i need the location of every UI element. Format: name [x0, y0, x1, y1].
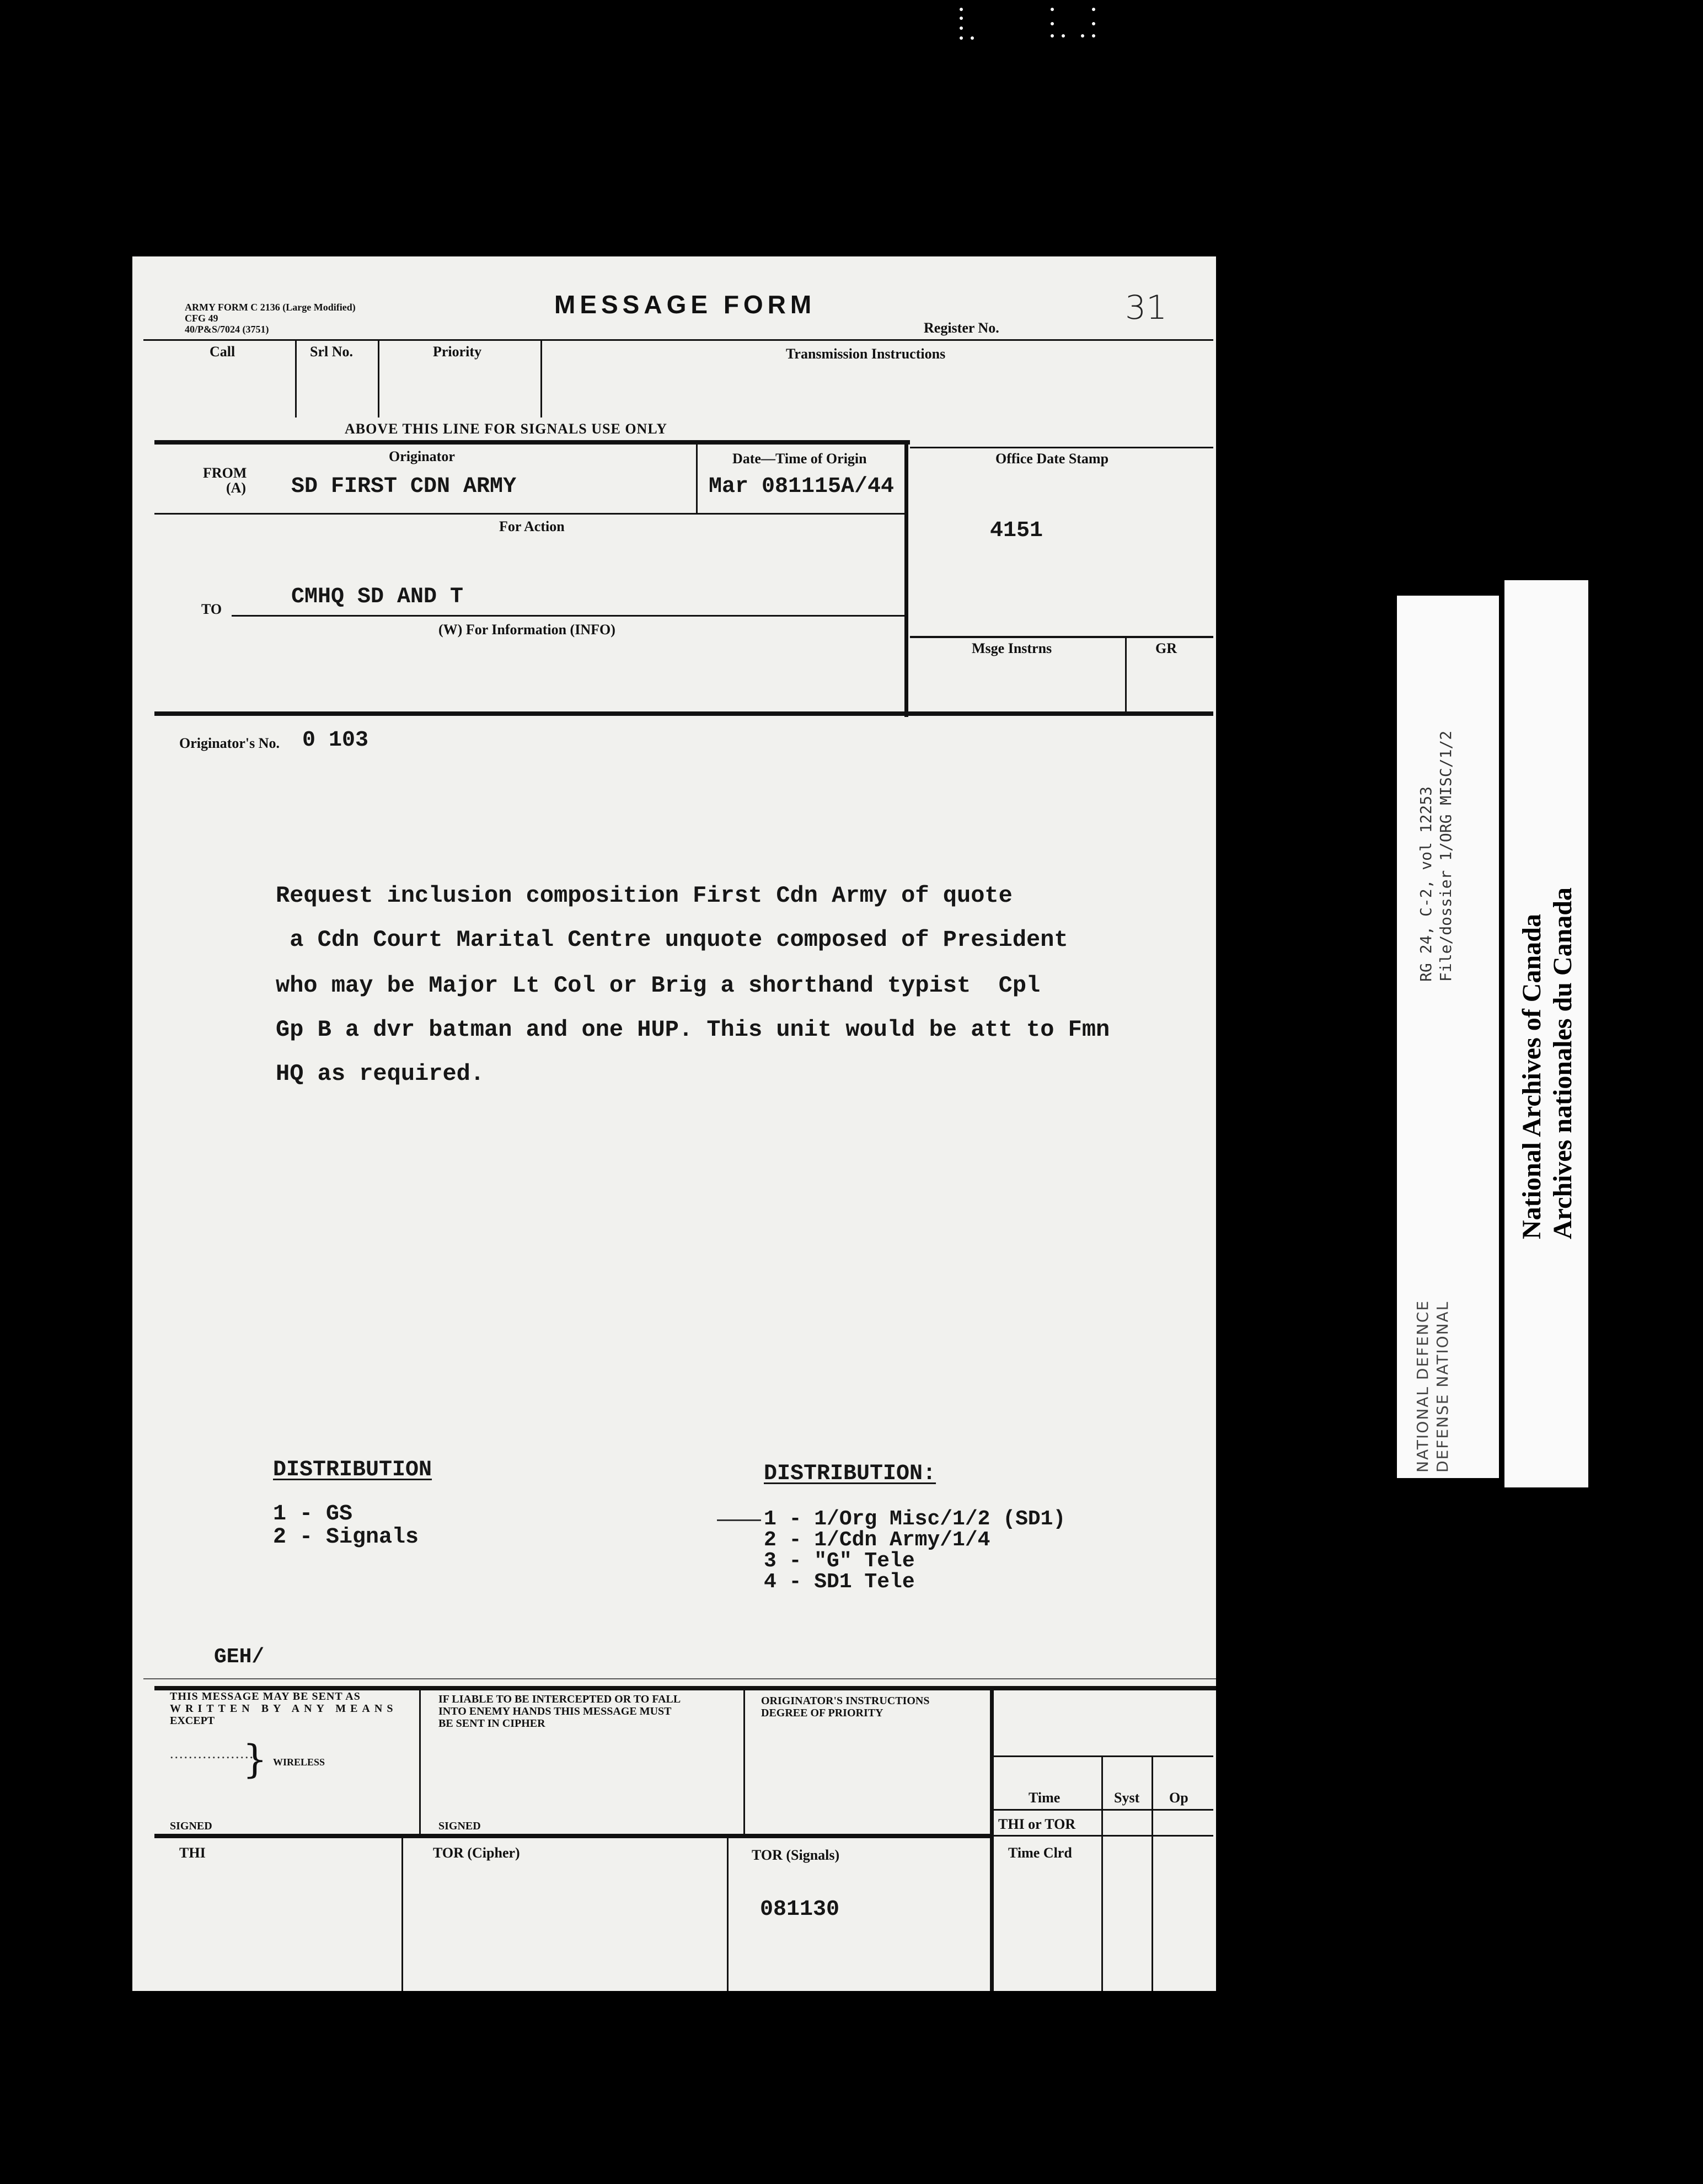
time-clrd-label: Time Clrd: [1008, 1845, 1072, 1861]
film-mark: [971, 36, 974, 40]
form-code: 40/P&S/7024 (3751): [185, 324, 269, 335]
distribution-left-item: 2 - Signals: [273, 1525, 419, 1550]
divider: [910, 447, 1213, 448]
tor-cipher-label: TOR (Cipher): [433, 1845, 520, 1861]
wireless-label: WIRELESS: [273, 1757, 325, 1768]
orig-instructions-text: DEGREE OF PRIORITY: [761, 1707, 883, 1719]
divider: [1152, 1755, 1153, 1991]
department-line: NATIONAL DEFENCE: [1413, 1299, 1432, 1473]
to-value: CMHQ SD AND T: [291, 585, 464, 609]
message-line: Request inclusion composition First Cdn Army of quote: [276, 882, 1013, 909]
divider: [727, 1837, 729, 1991]
message-line: HQ as required.: [276, 1061, 485, 1087]
divider: [696, 441, 698, 513]
distribution-left-item: 1 - GS: [273, 1502, 353, 1527]
divider: [154, 1686, 1216, 1690]
register-label: Register No.: [924, 320, 999, 336]
divider: [993, 1755, 1213, 1757]
from-sub-label: (A): [226, 480, 247, 496]
archives-canada-label: [1504, 580, 1588, 1487]
form-code: CFG 49: [185, 313, 218, 324]
distribution-right-heading: DISTRIBUTION:: [764, 1462, 936, 1486]
op-label: Op: [1169, 1790, 1188, 1806]
divider: [910, 636, 1213, 638]
film-mark: [960, 17, 963, 20]
divider: [743, 1690, 745, 1834]
message-form-sheet: [132, 256, 1216, 1991]
sent-written-text: THIS MESSAGE MAY BE SENT AS: [170, 1690, 361, 1703]
gr-label: GR: [1155, 640, 1177, 656]
divider: [904, 441, 908, 717]
archives-name-en: National Archives of Canada: [1517, 914, 1546, 1239]
distribution-left-heading: DISTRIBUTION: [273, 1458, 432, 1482]
message-line: who may be Major Lt Col or Brig a shorthand typist Cpl: [276, 972, 1041, 999]
operator-initials: GEH/: [214, 1645, 265, 1669]
divider: [990, 1688, 994, 1991]
call-label: Call: [210, 344, 235, 360]
film-mark: [1051, 22, 1054, 25]
brace: }: [243, 1737, 267, 1782]
divider: [1101, 1755, 1103, 1991]
divider: [419, 1690, 421, 1834]
orig-instructions-text: ORIGINATOR'S INSTRUCTIONS: [761, 1695, 930, 1707]
divider: [1125, 637, 1127, 714]
department-line: DEFENSE NATIONAL: [1433, 1300, 1452, 1473]
archive-ref-line: File/dossier 1/ORG MISC/1/2: [1437, 730, 1455, 982]
page-number: 31: [1125, 288, 1168, 327]
signed-left-label: SIGNED: [170, 1820, 212, 1832]
divider: [154, 513, 906, 515]
date-time-value: Mar 081115A/44: [709, 474, 895, 499]
tor-signals-label: TOR (Signals): [752, 1847, 840, 1863]
divider: [154, 1834, 992, 1838]
cipher-text: BE SENT IN CIPHER: [438, 1717, 545, 1730]
pen-stroke: [717, 1519, 761, 1521]
form-code: ARMY FORM C 2136 (Large Modified): [185, 302, 356, 313]
tor-signals-value: 081130: [760, 1897, 840, 1922]
date-time-label: Date—Time of Origin: [732, 451, 867, 467]
office-stamp-value: 4151: [990, 518, 1043, 543]
for-action-label: For Action: [499, 518, 565, 534]
message-line: Gp B a dvr batman and one HUP. This unit would be att to Fmn: [276, 1016, 1110, 1043]
distribution-right-item: 1 - 1/Org Misc/1/2 (SD1): [764, 1507, 1066, 1531]
info-label: (W) For Information (INFO): [438, 622, 615, 638]
originators-no-value: 0 103: [302, 728, 369, 753]
film-mark: [1092, 22, 1095, 25]
originator-label: Originator: [389, 448, 455, 464]
thi-or-tor-label: THI or TOR: [998, 1816, 1076, 1832]
syst-label: Syst: [1114, 1790, 1140, 1806]
film-mark: [1062, 34, 1065, 38]
transmission-label: Transmission Instructions: [786, 346, 946, 362]
thi-label: THI: [179, 1845, 206, 1861]
to-label: TO: [201, 601, 222, 617]
message-line: a Cdn Court Marital Centre unquote composed of President: [276, 927, 1068, 953]
film-mark: [960, 26, 963, 30]
form-title: MESSAGE FORM: [554, 290, 816, 319]
archives-name-fr: Archives nationales du Canada: [1548, 887, 1577, 1239]
divider: [378, 339, 379, 417]
film-mark: [1092, 34, 1095, 38]
divider: [232, 615, 906, 617]
film-mark: [1051, 8, 1054, 11]
originators-no-label: Originator's No.: [179, 735, 280, 751]
signed-mid-label: SIGNED: [438, 1820, 481, 1832]
sent-written-text: EXCEPT: [170, 1715, 215, 1727]
divider: [401, 1837, 403, 1991]
film-mark: [1051, 34, 1054, 38]
divider: [143, 339, 1213, 341]
distribution-right-item: 2 - 1/Cdn Army/1/4: [764, 1528, 990, 1552]
dotted-line: ..................: [170, 1746, 254, 1762]
srl-label: Srl No.: [310, 344, 353, 360]
from-label: FROM: [203, 465, 247, 481]
distribution-right-item: 4 - SD1 Tele: [764, 1570, 915, 1594]
archive-reference-label: [1397, 596, 1499, 1478]
sent-written-text: WRITTEN BY ANY MEANS: [170, 1703, 398, 1715]
film-mark: [1081, 34, 1084, 38]
originator-value: SD FIRST CDN ARMY: [291, 474, 517, 499]
divider: [154, 440, 910, 445]
film-mark: [960, 8, 963, 11]
divider: [993, 1835, 1213, 1837]
archive-ref-line: RG 24, C-2, vol 12253: [1417, 786, 1435, 982]
divider: [295, 339, 297, 417]
film-mark: [1092, 8, 1095, 11]
priority-label: Priority: [433, 344, 482, 360]
cipher-text: IF LIABLE TO BE INTERCEPTED OR TO FALL: [438, 1693, 681, 1705]
cipher-text: INTO ENEMY HANDS THIS MESSAGE MUST: [438, 1705, 672, 1717]
office-stamp-label: Office Date Stamp: [995, 451, 1109, 467]
msge-instrns-label: Msge Instrns: [972, 640, 1052, 656]
divider: [993, 1809, 1213, 1811]
divider: [143, 1678, 1216, 1679]
time-label: Time: [1029, 1790, 1061, 1806]
distribution-right-item: 3 - "G" Tele: [764, 1549, 915, 1573]
divider: [154, 711, 1213, 716]
film-mark: [960, 36, 963, 40]
signals-line-text: ABOVE THIS LINE FOR SIGNALS USE ONLY: [345, 421, 668, 437]
divider: [540, 339, 542, 417]
